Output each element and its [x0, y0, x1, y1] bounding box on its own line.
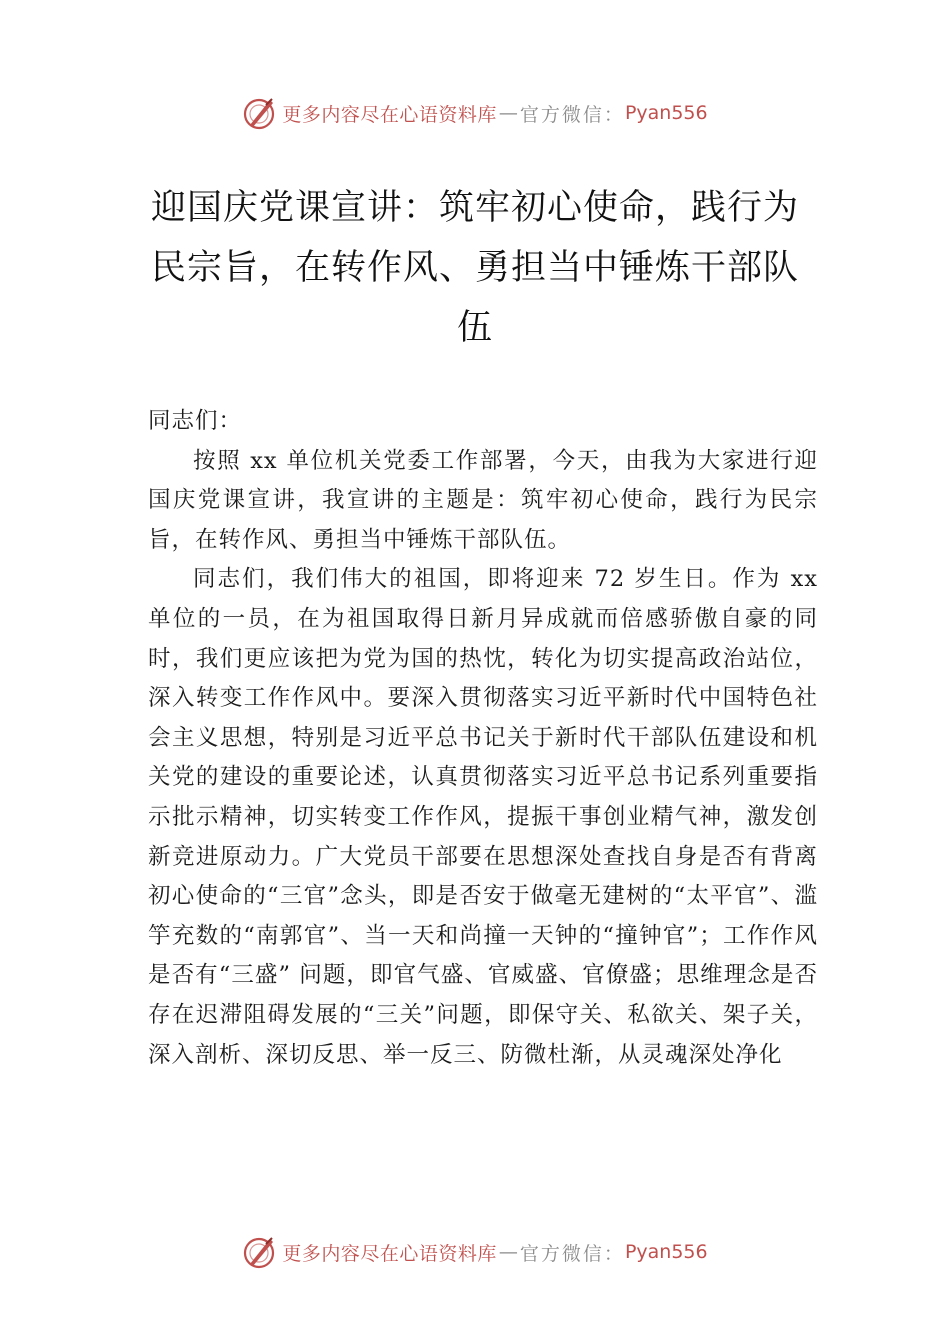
header-watermark-banner — [0, 93, 950, 133]
document-title — [100, 178, 850, 358]
banner-slogan: 更多内容尽在心语资料库 — [282, 1242, 497, 1265]
quill-logo-icon — [242, 95, 278, 131]
salutation: 同志们： — [148, 408, 243, 434]
body-paragraph: 按照 xx 单位机关党委工作部署，今天，由我为大家进行迎国庆党课宣讲，我宣讲的主题是：筑牢初心使命，践行为民宗旨，在转作风、勇担当中锤炼干部队伍。 — [148, 447, 818, 553]
banner-separator: — — [498, 102, 518, 124]
body-paragraph: 同志们，我们伟大的祖国，即将迎来 72 岁生日。作为 xx 单位的一员，在为祖国取得日新月异成就而倍感骄傲自豪的同时，我们更应该把为党为国的热忱，转化为切实提高政治站位，深入转变工作作风中。要深入贯彻落实习近平新时代中国特色社会主义思想，特别是习近平总书记关于新时代干部队伍建设和机关党的建设的重要论述，认真贯彻落实习近平总书记系列重要指示批示精神，切实转变工作作风，提振干事创业精气神，激发创新竞进原动力。广大党员干部要在思想深处查找自身是否有背离初心使命的“三官”念头，即是否安于做毫无建树的“太平官”、滥竽充数的“南郭官”、当一天和尚撞一天钟的“撞钟官”；工作作风是否有“三盛” 问题，即官气盛、官威盛、官僚盛；思维理念是否存在迟滞阻碍发展的“三关”问题，即保守关、私欲关、架子关，深入剖析、深切反思、举一反三、防微杜渐，从灵魂深处净化 — [148, 566, 818, 1068]
banner-wechat-id: Pyan556 — [624, 1241, 708, 1263]
document-body — [148, 402, 818, 1075]
quill-logo-icon — [242, 1234, 278, 1270]
footer-watermark-banner — [0, 1232, 950, 1272]
title-line: 迎国庆党课宣讲：筑牢初心使命，践行为 — [150, 188, 799, 228]
title-line: 伍 — [456, 308, 493, 348]
banner-wechat-label: 官方微信： — [519, 103, 625, 126]
title-line: 民宗旨，在转作风、勇担当中锤炼干部队 — [150, 248, 799, 288]
banner-slogan: 更多内容尽在心语资料库 — [282, 103, 497, 126]
banner-separator: — — [498, 1241, 518, 1263]
banner-wechat-label: 官方微信： — [519, 1242, 625, 1265]
banner-wechat-id: Pyan556 — [624, 102, 708, 124]
